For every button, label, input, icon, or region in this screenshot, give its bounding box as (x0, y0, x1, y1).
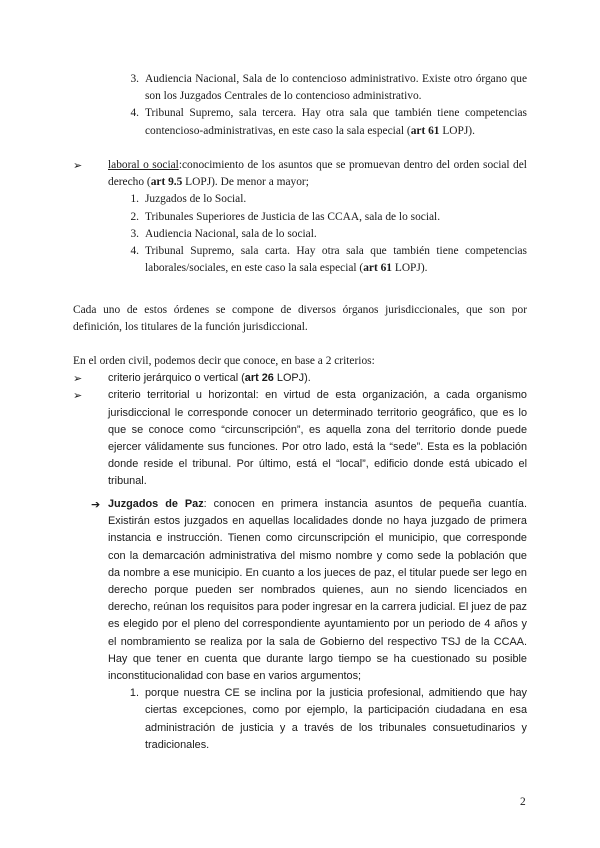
article-ref: art 61 (363, 262, 393, 275)
list-number: 2. (130, 210, 139, 223)
laboral-text: LOPJ). De menor a mayor; (182, 176, 309, 189)
list-text: LOPJ). (392, 262, 428, 275)
list-item (73, 209, 527, 226)
list-text: Tribunal Supremo, sala carta. Hay otra sala que también tiene competencias laborales/sociales, en este caso la sala especial ( (145, 245, 527, 275)
laboral-text: :conocimiento de los asuntos que se promuevan dentro del orden social del derecho ( (108, 159, 527, 189)
list-item (73, 226, 527, 243)
juzgados-paz-bullet (73, 496, 527, 685)
article-ref: art 9.5 (150, 176, 183, 189)
criterio-text: criterio jerárquico o vertical ( (108, 372, 245, 385)
criterio-item (73, 387, 527, 490)
arrow-bullet-icon: ➢ (73, 389, 83, 403)
criterio-item (73, 370, 527, 387)
list-number: 3. (130, 73, 139, 85)
paragraph-text: En el orden civil, podemos decir que conoce, en base a 2 criterios: (73, 355, 375, 367)
list-text: Tribunales Superiores de Justicia de las CCAA, sala de lo social. (145, 210, 441, 223)
laboral-section (73, 157, 527, 277)
article-ref: art 61 (410, 124, 440, 137)
laboral-bullet (73, 157, 527, 191)
list-text: Audiencia Nacional, sala de lo social. (145, 227, 317, 240)
arrow-bullet-icon: ➢ (73, 159, 83, 172)
list-text: Audiencia Nacional, Sala de lo contencioso administrativo. Existe otro órgano que son los Juzgados Centrales de lo contencioso administrativo. (145, 73, 527, 103)
list-item (73, 105, 527, 139)
article-ref: art 26 (244, 372, 274, 385)
list-item (73, 71, 527, 105)
list-number: 1. (129, 687, 139, 700)
list-item (73, 243, 527, 277)
list-number: 4. (130, 245, 139, 258)
list-text: Juzgados de lo Social. (145, 193, 247, 206)
juzgados-paz-section (73, 496, 527, 754)
list-item (73, 685, 527, 754)
civil-section (73, 353, 527, 491)
criterio-text: LOPJ). (273, 372, 311, 385)
arrow-bullet-icon: ➢ (73, 372, 83, 386)
list-text: LOPJ). (439, 124, 475, 137)
list-text: porque nuestra CE se inclina por la justicia profesional, admitiendo que hay ciertas excepciones, como por ejemplo, la participación ciudadana en esa administración de justicia y a través de los tribunales consuetudinarios y tradicionales. (145, 687, 527, 751)
paragraph-ordenes (73, 302, 527, 336)
contencioso-list (73, 71, 527, 140)
laboral-label: laboral o social (108, 159, 179, 171)
paragraph-civil (73, 353, 527, 370)
page-number: 2 (520, 796, 526, 808)
list-item (73, 191, 527, 208)
list-number: 1. (130, 193, 139, 206)
criterio-text: criterio territorial u horizontal: en virtud de esta organización, a cada organismo jurisdiccional le corresponde conocer un determinado territorio geográfico, que es lo que se conoce como “circunscripción”, es aquella zona del territorio donde puede ejercer válidamente sus funciones. Por otro lado, está la “sede”. Esta es la población donde reside el tribunal. Por último, está el “local”, edificio donde está ubicado el tribunal. (108, 389, 527, 488)
list-number: 4. (130, 107, 139, 120)
paragraph-text: Cada uno de estos órdenes se compone de diversos órganos jurisdiccionales, que son por definición, los titulares de la función jurisdiccional. (73, 304, 527, 334)
list-number: 3. (130, 227, 139, 240)
juzgados-paz-text: : conocen en primera instancia asuntos de pequeña cuantía. Existirán estos juzgados en aquellas localidades donde no haya juzgado de primera instancia e instrucción. Tienen como circunscripción el municipio, que corresponde con la demarcación administrativa del mismo nombre y como sede la población que da nombre a ese municipio. En cuanto a los jueces de paz, el titular puede ser lego en derecho porque pueden ser nombrados quienes, aun no siendo licenciados en derecho, reúnan los requisitos para poder ingresar en la carrera judicial. El juez de paz es elegido por el pleno del correspondiente ayuntamiento por un periodo de 4 años y el nombramiento se realiza por la sala de Gobierno del respectivo TSJ de la CCAA. Hay que tener en cuenta que durante largo tiempo se ha cuestionado su posible inconstitucionalidad con base en varios argumentos; (108, 498, 527, 683)
juzgados-paz-title: Juzgados de Paz (108, 498, 204, 510)
list-text: Tribunal Supremo, sala tercera. Hay otra sala que también tiene competencias contencioso-administrativas, en este caso la sala especial ( (145, 107, 527, 137)
arrow-right-icon: ➔ (91, 498, 101, 511)
